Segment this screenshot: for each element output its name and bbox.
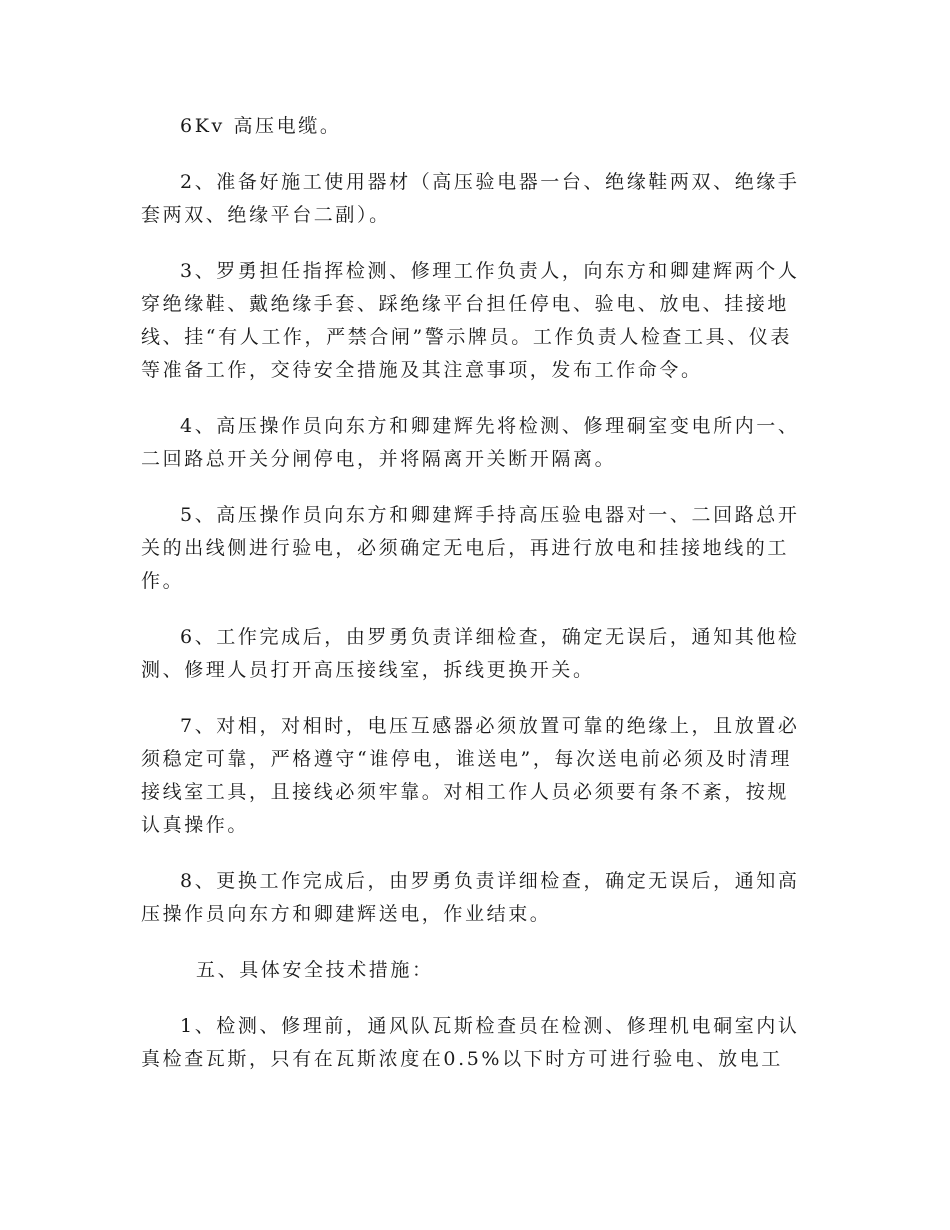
paragraph-safety-1: 1、检测、修理前，通风队瓦斯检查员在检测、修理机电硐室内认真检查瓦斯，只有在瓦斯浓度在0.5%以下时方可进行验电、放电工 <box>141 1015 800 1070</box>
section-heading-safety-measures: 五、具体安全技术措施： <box>196 959 434 981</box>
paragraph-step-2: 2、准备好施工使用器材（高压验电器一台、绝缘鞋两双、绝缘手套两双、绝缘平台二副）。 <box>141 171 800 226</box>
paragraph-step-3: 3、罗勇担任指挥检测、修理工作负责人，向东方和卿建辉两个人穿绝缘鞋、戴绝缘手套、踩绝缘平台担任停电、验电、放电、挂接地线、挂“有人工作，严禁合闸”警示牌员。工作负责人检查工具、仪表等准备工作，交待安全措施及其注意事项，发布工作命令。 <box>141 260 800 381</box>
paragraph-step-5: 5、高压操作员向东方和卿建辉手持高压验电器对一、二回路总开关的出线侧进行验电，必须确定无电后，再进行放电和挂接地线的工作。 <box>141 504 800 592</box>
paragraph-cable: 6Kv 高压电缆。 <box>180 115 342 137</box>
paragraph-step-6: 6、工作完成后，由罗勇负责详细检查，确定无误后，通知其他检测、修理人员打开高压接线室，拆线更换开关。 <box>141 626 800 681</box>
document-body <box>141 110 809 1099</box>
paragraph-step-4: 4、高压操作员向东方和卿建辉先将检测、修理硐室变电所内一、二回路总开关分闸停电，并将隔离开关断开隔离。 <box>141 415 800 470</box>
paragraph-step-7: 7、对相，对相时，电压互感器必须放置可靠的绝缘上，且放置必须稳定可靠，严格遵守“谁停电，谁送电”，每次送电前必须及时清理接线室工具，且接线必须牢靠。对相工作人员必须要有条不紊，按规认真操作。 <box>141 715 800 836</box>
paragraph-step-8: 8、更换工作完成后，由罗勇负责详细检查，确定无误后，通知高压操作员向东方和卿建辉送电，作业结束。 <box>141 870 800 925</box>
